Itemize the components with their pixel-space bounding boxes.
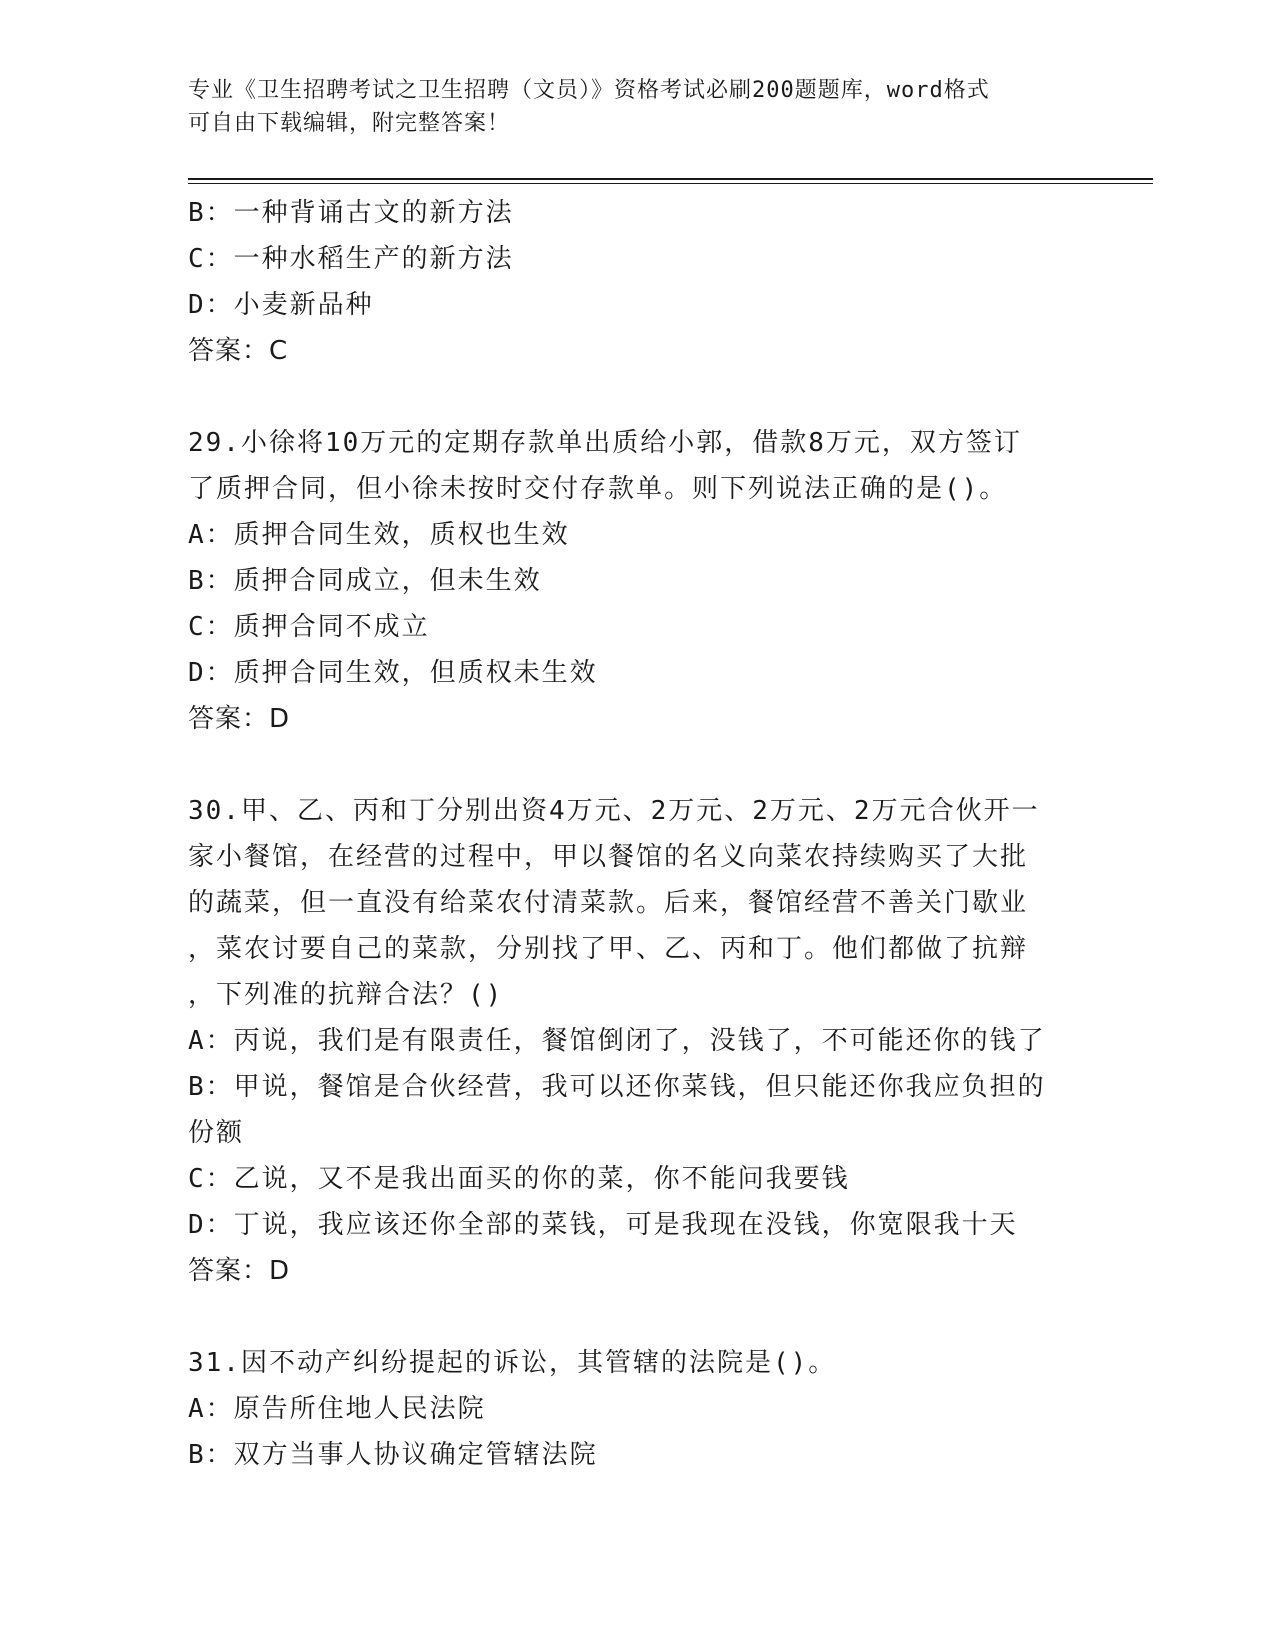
document-header	[188, 74, 1088, 140]
question-31	[188, 1340, 1088, 1478]
q30-option-c: C：乙说，又不是我出面买的你的菜，你不能问我要钱	[188, 1164, 850, 1194]
header-line-2: 可自由下载编辑，附完整答案！	[188, 111, 511, 136]
q29-option-a: A：质押合同生效，质权也生效	[188, 520, 570, 550]
spacer	[188, 1294, 1088, 1340]
q29-stem-line-1: 29.小徐将10万元的定期存款单出质给小郭，借款8万元，双方签订	[188, 428, 1022, 458]
q28-option-d: D：小麦新品种	[188, 290, 374, 320]
q29-stem-line-2: 了质押合同，但小徐未按时交付存款单。则下列说法正确的是()。	[188, 474, 1008, 504]
q29-option-d: D：质押合同生效，但质权未生效	[188, 658, 598, 688]
q30-stem-line-4: ，菜农讨要自己的菜款，分别找了甲、乙、丙和丁。他们都做了抗辩	[188, 934, 1029, 964]
q30-answer: 答案：D	[188, 1256, 291, 1286]
q30-option-d: D：丁说，我应该还你全部的菜钱，可是我现在没钱，你宽限我十天	[188, 1210, 1018, 1240]
header-divider-thin	[188, 183, 1153, 184]
q30-stem-line-2: 家小餐馆，在经营的过程中，甲以餐馆的名义向菜农持续购买了大批	[188, 842, 1029, 872]
question-list	[188, 190, 1088, 1478]
q30-stem-line-5: ，下列准的抗辩合法？()	[188, 980, 504, 1010]
question-30	[188, 788, 1088, 1294]
q28-option-b: B：一种背诵古文的新方法	[188, 198, 514, 228]
q30-option-b-line-2: 份额	[188, 1118, 245, 1148]
q30-option-a: A：丙说，我们是有限责任，餐馆倒闭了，没钱了，不可能还你的钱了	[188, 1026, 1046, 1056]
header-divider-thick	[188, 178, 1153, 180]
q29-answer: 答案：D	[188, 704, 291, 734]
header-line-1: 专业《卫生招聘考试之卫生招聘（文员）》资格考试必刷200题题库，word格式	[188, 78, 990, 103]
q30-stem-line-3: 的蔬菜，但一直没有给菜农付清菜款。后来，餐馆经营不善关门歇业	[188, 888, 1029, 918]
q31-option-a: A：原告所住地人民法院	[188, 1394, 486, 1424]
q28-option-c: C：一种水稻生产的新方法	[188, 244, 514, 274]
q28-answer: 答案：C	[188, 336, 289, 366]
q30-option-b-line-1: B：甲说，餐馆是合伙经营，我可以还你菜钱，但只能还你我应负担的	[188, 1072, 1046, 1102]
spacer	[188, 742, 1088, 788]
q29-option-b: B：质押合同成立，但未生效	[188, 566, 542, 596]
q31-stem: 31.因不动产纠纷提起的诉讼，其管辖的法院是()。	[188, 1348, 837, 1378]
q31-option-b: B：双方当事人协议确定管辖法院	[188, 1440, 598, 1470]
q29-option-c: C：质押合同不成立	[188, 612, 430, 642]
question-28	[188, 190, 1088, 374]
question-29	[188, 420, 1088, 742]
spacer	[188, 374, 1088, 420]
q30-stem-line-1: 30.甲、乙、丙和丁分别出资4万元、2万元、2万元、2万元合伙开一	[188, 796, 1040, 826]
